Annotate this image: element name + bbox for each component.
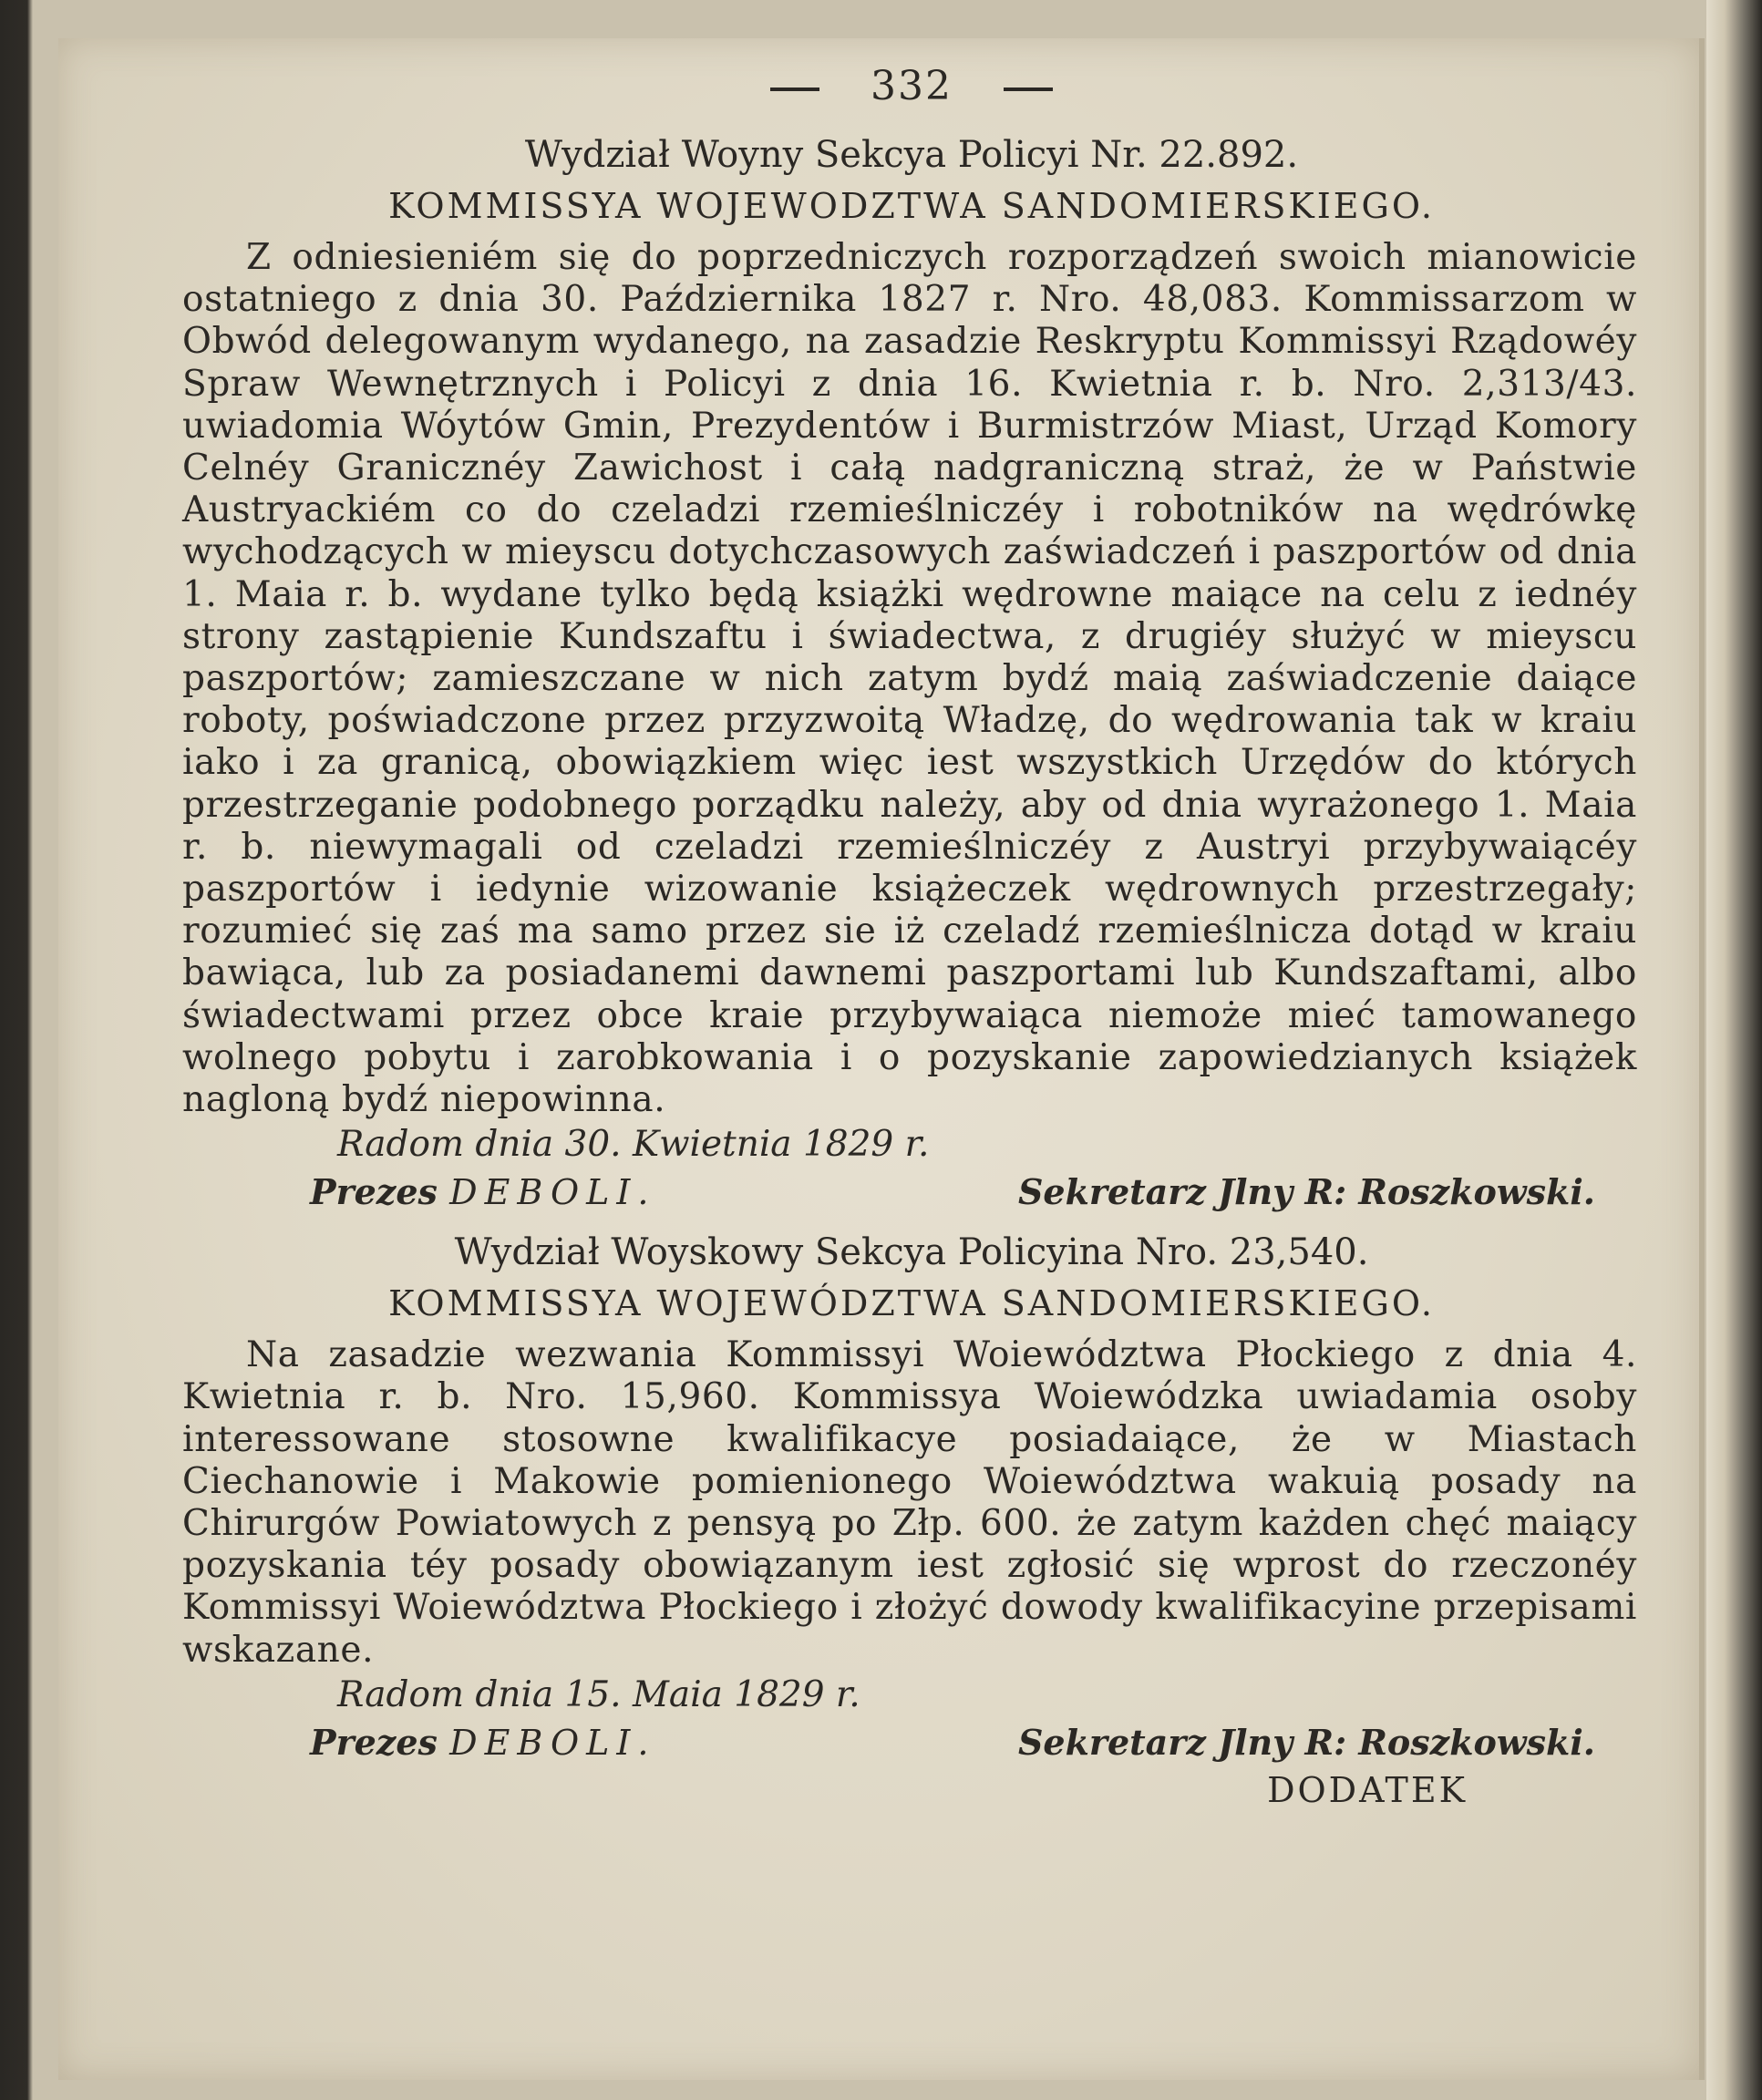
notice-2-body: Na zasadzie wezwania Kommissyi Woiewództwa Płockiego z dnia 4. Kwietnia r. b. Nro. 15,960. Kommissya Woiewódzka uwiadamia osoby interessowane stosowne kwalifikacye posiadaiące, że w Miastach Ciechanowie i Makowie pomienionego Woiewództwa wakuią posady na Chirurgów Powiatowych z pensyą po Złp. 600. że zatym każden chęć maiący pozyskania téy posady obowiązanym iest zgłosić się wprost do rzeczonéy Kommissyi Woiewództwa Płockiego i złożyć dowody kwalifikacyine przepisami wskazane. — [182, 1334, 1637, 1671]
notice-2-president — [310, 1719, 655, 1766]
notice-1-signatures — [173, 1168, 1650, 1216]
page-content — [173, 55, 1650, 1814]
notice-2-department: Wydział Woyskowy Sekcya Policyina Nro. 23,540. — [454, 1231, 1369, 1274]
header-dash-left — [770, 88, 819, 91]
notice-2-signatures — [173, 1719, 1650, 1766]
header-dash-right — [1004, 88, 1053, 91]
notice-1-commission: KOMMISSYA WOJEWODZTWA SANDOMIERSKIEGO. — [388, 186, 1435, 226]
page-edge — [1706, 0, 1762, 2100]
notice-1-body: Z odniesieniém się do poprzedniczych rozporządzeń swoich mianowicie ostatniego z dnia 30. Października 1827 r. Nro. 48,083. Kommissarzom w Obwód delegowanym wydanego, na zasadzie Reskryptu Kommissyi Rządowéy Spraw Wewnętrznych i Policyi z dnia 16. Kwietnia r. b. Nro. 2,313/43. uwiadomia Wóytów Gmin, Prezydentów i Burmistrzów Miast, Urząd Komory Celnéy Granicznéy Zawichost i całą nadgraniczną straż, że w Państwie Austryackiém co do czeladzi rzemieślniczéy i robotników na wędrówkę wychodzących w mieyscu dotychczasowych zaświadczeń i paszportów od dnia 1. Maia r. b. wydane tylko będą książki wędrowne maiące na celu z iednéy strony zastąpienie Kundszaftu i świadectwa, z drugiéy służyć w mieyscu paszportów; zamieszczane w nich zatym bydź maią zaświadczenie daiące roboty, poświadczone przez przyzwoitą Władzę, do wędrowania tak w kraiu iako i za granicą, obowiązkiem więc iest wszystkich Urzędów do których przestrzeganie podobnego porządku należy, aby od dnia wyrażonego 1. Maia r. b. niewymagali od czeladzi rzemieślniczéy z Austryi przybywaiącéy paszportów i iedynie wizowanie książeczek wędrownych przestrzegały; rozumieć się zaś ma samo przez sie iż czeladź rzemieślnicza dotąd w kraiu bawiąca, lub za posiadanemi dawnemi paszportami lub Kundszaftami, albo świadectwami przez obce kraie przybywaiąca niemoże mieć tamowanego wolnego pobytu i zarobkowania i o pozyskanie zapowiedzianych książek nagloną bydź niepowinna. — [182, 237, 1637, 1121]
notice-1-department: Wydział Woyny Sekcya Policyi Nr. 22.892. — [524, 134, 1299, 176]
president-label: Prezes — [310, 1721, 438, 1763]
notice-1-secretary: Sekretarz Jlny R: Roszkowski. — [1017, 1171, 1595, 1213]
notice-2-secretary: Sekretarz Jlny R: Roszkowski. — [1017, 1721, 1595, 1763]
notice-2-place-date: Radom dnia 15. Maia 1829 r. — [337, 1673, 860, 1715]
page-number: 332 — [871, 63, 953, 109]
page-header — [173, 55, 1650, 118]
president-label: Prezes — [310, 1171, 438, 1213]
notice-1-place-date: Radom dnia 30. Kwietnia 1829 r. — [337, 1124, 930, 1166]
president-name: DEBOLI. — [449, 1172, 656, 1213]
catchword: DODATEK — [1267, 1769, 1468, 1810]
notice-1-president — [310, 1168, 655, 1216]
notice-2-commission: KOMMISSYA WOJEWÓDZTWA SANDOMIERSKIEGO. — [388, 1283, 1435, 1324]
president-name: DEBOLI. — [449, 1722, 656, 1763]
